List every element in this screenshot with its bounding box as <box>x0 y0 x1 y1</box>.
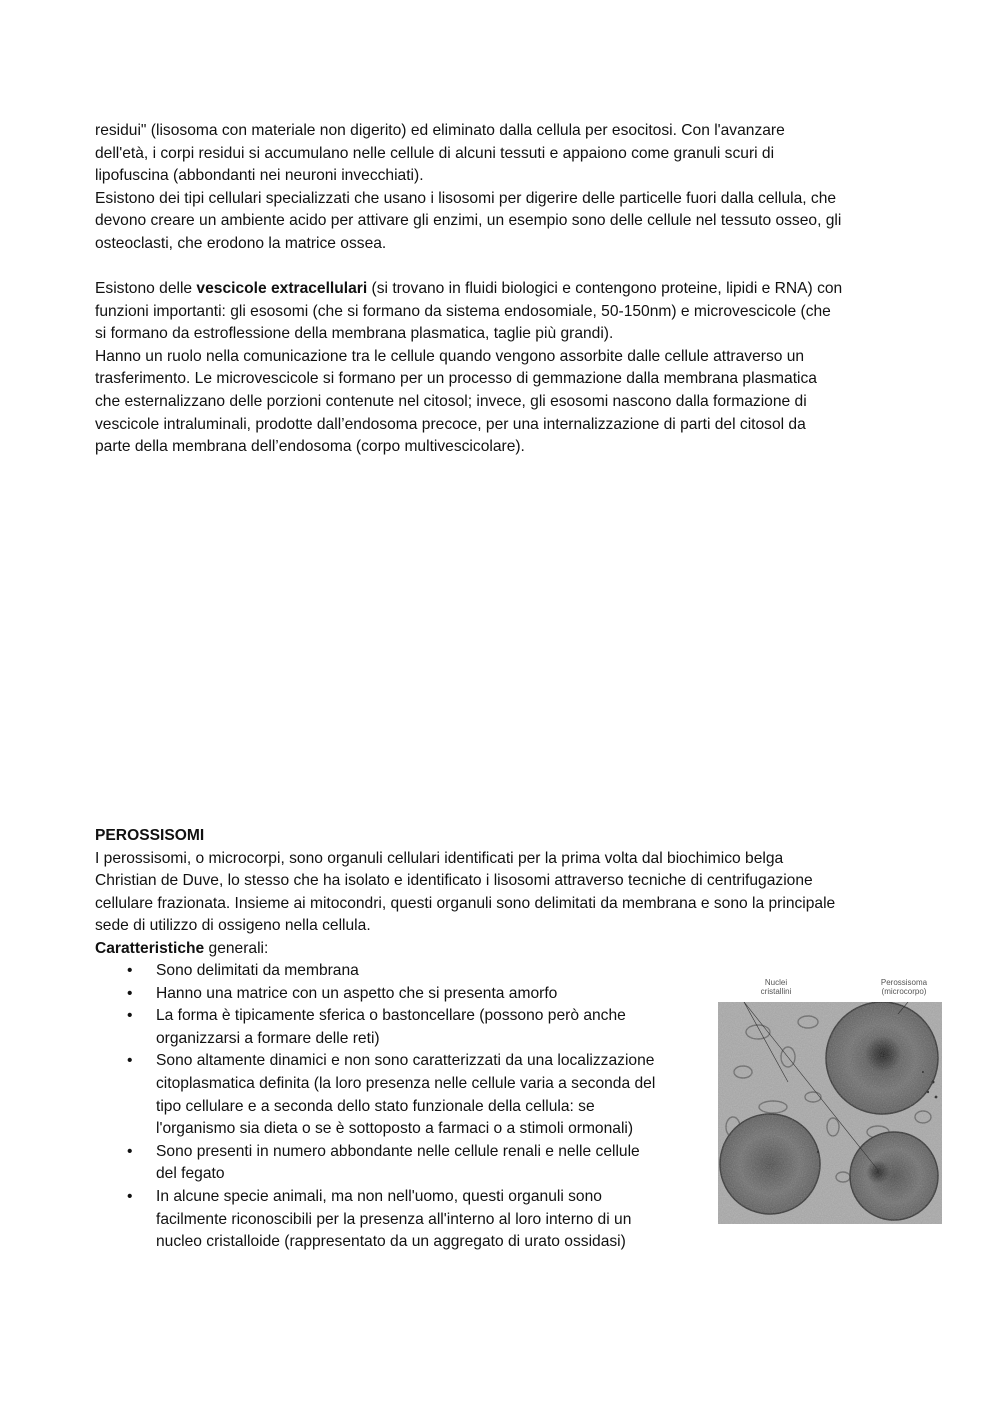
text-line: lipofuscina (abbondanti nei neuroni invecchiati). <box>95 167 424 185</box>
list-item-text: l'organismo sia dieta o se è sottoposto a farmaci o a stimoli ormonali) <box>156 1120 634 1138</box>
list-item <box>95 960 705 983</box>
peroxisome-micrograph-figure <box>716 975 942 1225</box>
list-item <box>95 1005 705 1050</box>
text-line: Esistono dei tipi cellulari specializzati che usano i lisosomi per digerire delle particelle fuori dalla cellula, che <box>95 189 837 207</box>
text-line: (si trovano in fluidi biologici e contengono proteine, lipidi e RNA) con <box>367 280 843 297</box>
text-line: si formano da estroflessione della membrana plasmatica, taglie più grandi). <box>95 325 614 343</box>
bold-term: vescicole extracellulari <box>196 280 368 297</box>
list-item <box>95 983 705 1006</box>
list-item-text: Sono presenti in numero abbondante nelle cellule renali e nelle cellule <box>156 1142 640 1160</box>
label-line: Perossisoma <box>880 978 928 987</box>
text-line: residui" (lisosoma con materiale non digerito) ed eliminato dalla cellula per esocitosi. Con l'avanzare <box>95 122 785 139</box>
label-line: (microcorpo) <box>881 987 927 996</box>
text-line: Esistono delle <box>95 280 197 297</box>
text-line: parte della membrana dell’endosoma (corpo multivescicolare). <box>95 438 525 456</box>
list-item-text: citoplasmatica definita (la loro presenza nelle cellule varia a seconda del <box>156 1074 656 1092</box>
electron-micrograph-image <box>718 1002 942 1224</box>
text-line: cellulare frazionata. Insieme ai mitocondri, questi organuli sono delimitati da membrana e sono la principale <box>95 894 836 912</box>
bullet-icon: • <box>127 1142 133 1160</box>
list-item <box>95 1186 705 1254</box>
list-item-text: del fegato <box>156 1165 225 1183</box>
text-line: Christian de Duve, lo stesso che ha isolato e identificato i lisosomi attraverso tecniche di centrifugazione <box>95 872 813 890</box>
bullet-icon: • <box>127 984 133 1002</box>
list-item-text: La forma è tipicamente sferica o bastoncellare (possono però anche <box>156 1007 626 1025</box>
bullet-icon: • <box>127 1187 133 1205</box>
text-line: sede di utilizzo di ossigeno nella cellula. <box>95 917 371 935</box>
list-item <box>95 1050 705 1140</box>
list-item-text: tipo cellulare e a seconda dello stato funzionale della cellula: se <box>156 1097 595 1115</box>
characteristics-list <box>95 960 705 1254</box>
text-line: I perossisomi, o microcorpi, sono organuli cellulari identificati per la prima volta dal biochimico belga <box>95 849 784 867</box>
label-line: Nuclei <box>764 978 788 987</box>
figure-label-nuclei <box>746 978 806 996</box>
paragraph-lysosome-residues <box>95 120 910 256</box>
list-item-text: In alcune specie animali, ma non nell'uomo, questi organuli sono <box>156 1187 602 1205</box>
text-line: devono creare un ambiente acido per attivare gli enzimi, un esempio sono delle cellule nel tessuto osseo, gli <box>95 212 842 230</box>
bullet-icon: • <box>127 1007 133 1025</box>
text-line: osteoclasti, che erodono la matrice ossea. <box>95 234 387 252</box>
text-line: dell'età, i corpi residui si accumulano nelle cellule di alcuni tessuti e appaiono come granuli scuri di <box>95 144 775 162</box>
list-item-text: Hanno una matrice con un aspetto che si presenta amorfo <box>156 984 558 1002</box>
text-line: funzioni importanti: gli esosomi (che si formano da sistema endosomiale, 50-150nm) e microvescicole (che <box>95 302 831 320</box>
bullet-icon: • <box>127 962 133 979</box>
list-item <box>95 1141 705 1186</box>
text-line: vescicole intraluminali, prodotte dall’endosoma precoce, per una internalizzazione di parti del citosol da <box>95 415 806 433</box>
list-item-text: nucleo cristalloide (rappresentato da un aggregato di urato ossidasi) <box>156 1233 626 1251</box>
label-line: cristallini <box>760 987 792 996</box>
bold-term: Caratteristiche <box>95 939 205 957</box>
list-item-text: facilmente riconoscibili per la presenza all'interno al loro interno di un <box>156 1210 632 1228</box>
list-item-text: Sono altamente dinamici e non sono caratterizzati da una localizzazione <box>156 1052 655 1070</box>
paragraph-extracellular-vesicles <box>95 278 910 459</box>
text-line: Hanno un ruolo nella comunicazione tra le cellule quando vengono assorbite dalle cellule attraverso un <box>95 347 805 365</box>
figure-label-peroxisome <box>866 978 942 996</box>
bullet-icon: • <box>127 1052 133 1070</box>
text-line: generali: <box>204 939 269 957</box>
text-line: che esternalizzano delle porzioni contenute nel citosol; invece, gli esosomi nascono dalla formazione di <box>95 392 807 410</box>
section-heading: PEROSSISOMI <box>95 827 205 844</box>
section-perossisomi <box>95 825 910 961</box>
text-line: trasferimento. Le microvescicole si formano per un processo di gemmazione dalla membrana plasmatica <box>95 370 817 388</box>
list-item-text: Sono delimitati da membrana <box>156 962 359 979</box>
list-item-text: organizzarsi a formare delle reti) <box>156 1029 380 1047</box>
